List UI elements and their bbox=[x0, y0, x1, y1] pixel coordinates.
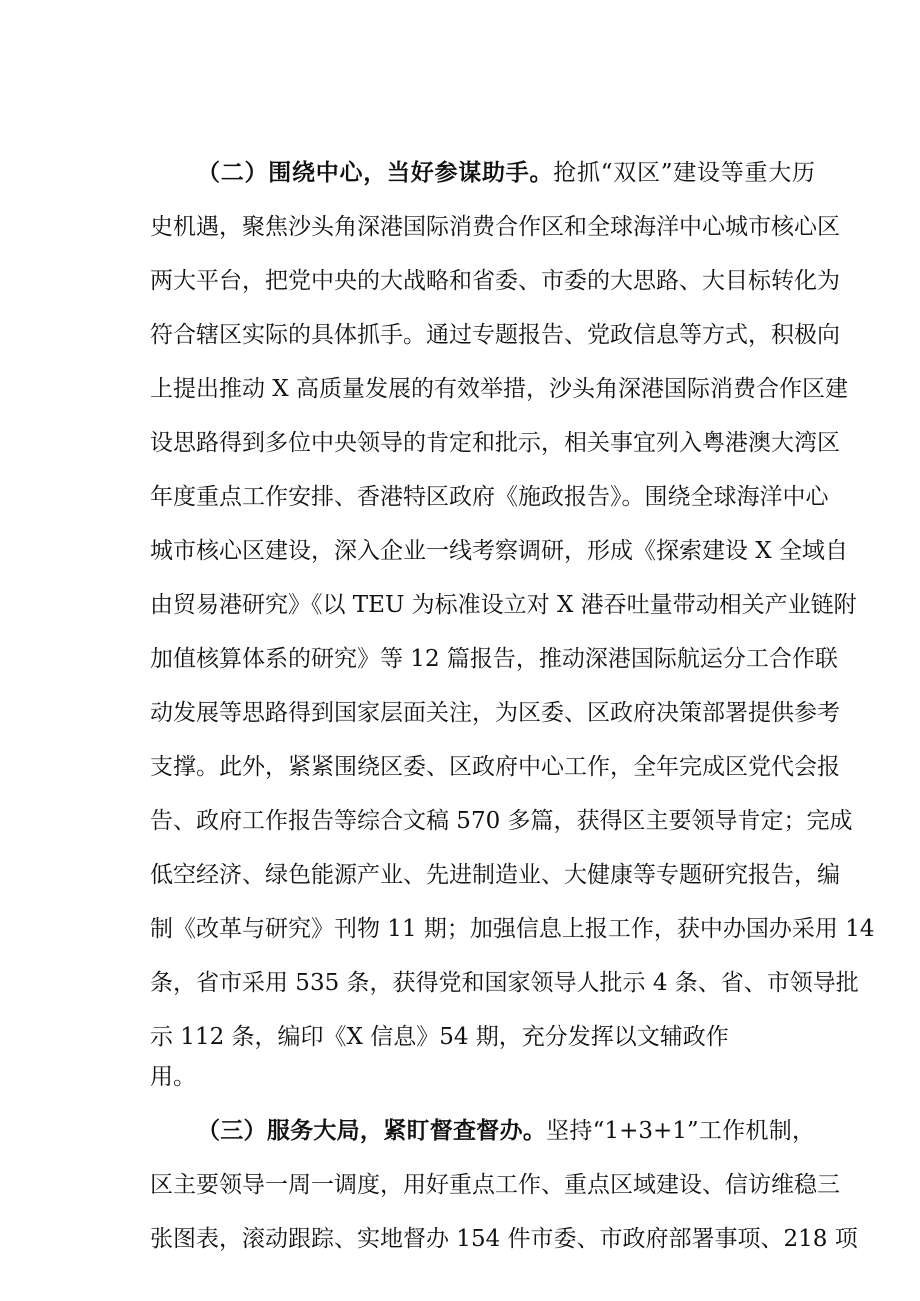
paragraph-3-line-2: 区主要领导一周一调度，用好重点工作、重点区域建设、信访维稳三 bbox=[150, 1172, 840, 1198]
paragraph-2-line-7: 年度重点工作安排、香港特区政府《施政报告》。围绕全球海洋中心 bbox=[150, 484, 829, 510]
paragraph-2-line-15: 制《改革与研究》刊物 11 期；加强信息上报工作，获中办国办采用 14 bbox=[150, 916, 875, 942]
paragraph-2-line-4: 符合辖区实际的具体抓手。通过专题报告、党政信息等方式，积极向 bbox=[150, 322, 840, 348]
paragraph-2-line-8: 城市核心区建设，深入企业一线考察调研，形成《探索建设 X 全域自 bbox=[150, 538, 848, 564]
paragraph-3-text: 坚持“1+3+1”工作机制， bbox=[546, 1118, 816, 1144]
paragraph-2-line-5: 上提出推动 X 高质量发展的有效举措，沙头角深港国际消费合作区建 bbox=[150, 376, 848, 402]
paragraph-3-line-1 bbox=[197, 1116, 815, 1146]
paragraph-3-line-3: 张图表，滚动跟踪、实地督办 154 件市委、市政府部署事项、218 项 bbox=[150, 1226, 858, 1252]
paragraph-2-line-9: 由贸易港研究》《以 TEU 为标准设立对 X 港吞吐量带动相关产业链附 bbox=[150, 592, 857, 618]
paragraph-2-line-17: 示 112 条，编印《X 信息》54 期，充分发挥以文辅政作 bbox=[150, 1024, 729, 1050]
paragraph-2-line-18: 用。 bbox=[150, 1064, 196, 1090]
paragraph-3-heading: （三）服务大局，紧盯督查督办。 bbox=[197, 1117, 547, 1144]
paragraph-2-line-11: 动发展等思路得到国家层面关注，为区委、区政府决策部署提供参考 bbox=[150, 700, 840, 726]
paragraph-2-line-10: 加值核算体系的研究》等 12 篇报告，推动深港国际航运分工合作联 bbox=[150, 646, 838, 672]
paragraph-2-line-6: 设思路得到多位中央领导的肯定和批示，相关事宜列入粤港澳大湾区 bbox=[150, 430, 840, 456]
paragraph-2-line-12: 支撑。此外，紧紧围绕区委、区政府中心工作，全年完成区党代会报 bbox=[150, 754, 840, 780]
paragraph-2-line-2: 史机遇，聚焦沙头角深港国际消费合作区和全球海洋中心城市核心区 bbox=[150, 214, 840, 240]
paragraph-2-line-16: 条，省市采用 535 条，获得党和国家领导人批示 4 条、省、市领导批 bbox=[150, 970, 859, 996]
paragraph-2-line-13: 告、政府工作报告等综合文稿 570 多篇，获得区主要领导肯定；完成 bbox=[150, 808, 853, 834]
paragraph-2-line-1 bbox=[197, 158, 815, 188]
paragraph-2-line-14: 低空经济、绿色能源产业、先进制造业、大健康等专题研究报告，编 bbox=[150, 862, 840, 888]
paragraph-2-line-3: 两大平台，把党中央的大战略和省委、市委的大思路、大目标转化为 bbox=[150, 268, 840, 294]
paragraph-2-text: 抢抓“双区”建设等重大历 bbox=[553, 160, 815, 186]
paragraph-2-heading: （二）围绕中心，当好参谋助手。 bbox=[197, 159, 554, 186]
